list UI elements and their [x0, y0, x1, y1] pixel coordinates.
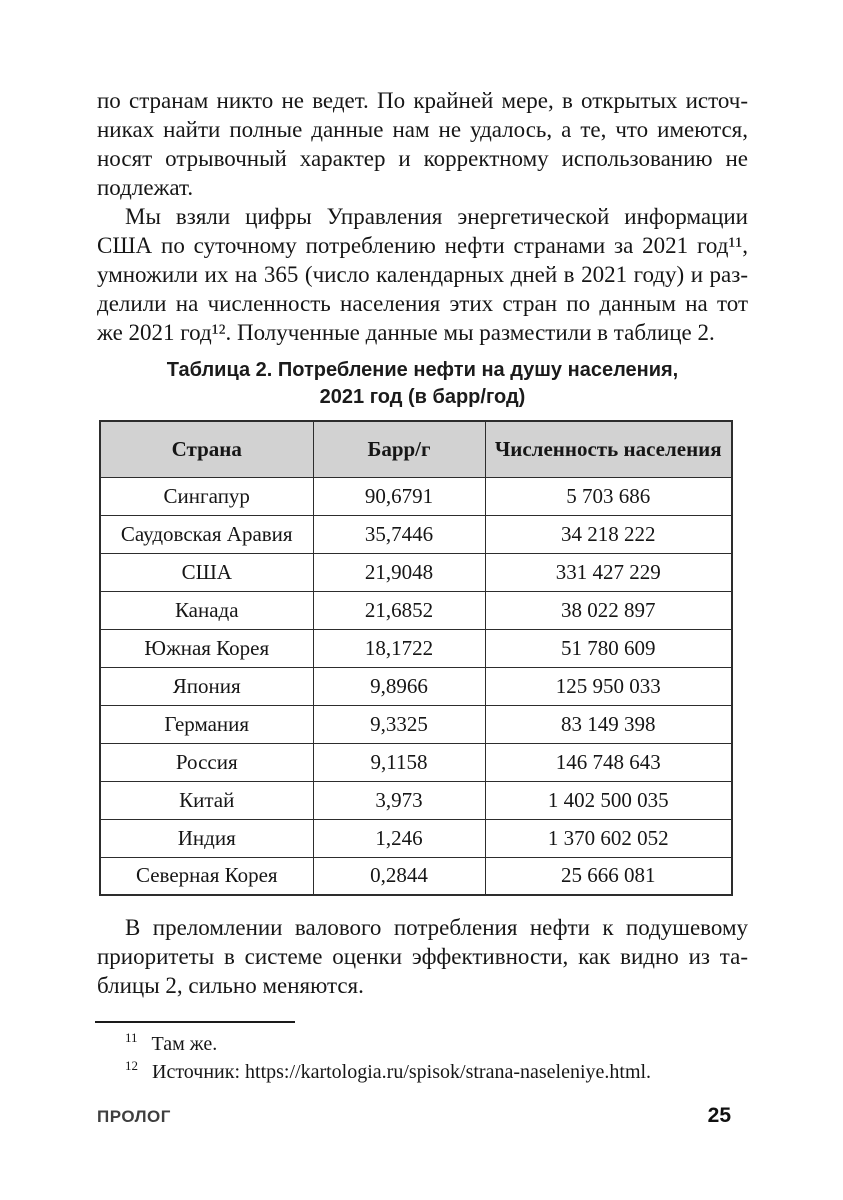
table-cell: Северная Корея — [100, 857, 313, 895]
page-content — [97, 86, 748, 1086]
table-row — [100, 819, 732, 857]
column-header-barrels: Барр/г — [313, 421, 485, 477]
footnote-marker: 12 — [125, 1058, 138, 1074]
table-title-line: 2021 год (в барр/год) — [319, 386, 526, 408]
table-cell: 38 022 897 — [485, 591, 732, 629]
footnote-11 — [97, 1030, 748, 1058]
table-cell: 9,1158 — [313, 743, 485, 781]
table-row — [100, 629, 732, 667]
table-cell: 83 149 398 — [485, 705, 732, 743]
table-row — [100, 477, 732, 515]
table-cell: Индия — [100, 819, 313, 857]
table-row — [100, 743, 732, 781]
table-cell: 51 780 609 — [485, 629, 732, 667]
table-cell: Германия — [100, 705, 313, 743]
table-cell: Канада — [100, 591, 313, 629]
table-row — [100, 781, 732, 819]
page-number: 25 — [707, 1104, 731, 1127]
oil-consumption-table — [99, 420, 733, 896]
table-body — [100, 477, 732, 895]
table-row — [100, 553, 732, 591]
text-line: умножили их на 365 (число календарных дней в 2021 году) и раз- — [97, 262, 748, 287]
footnote-text: Источник: https://kartologia.ru/spisok/strana-naseleniye.html. — [152, 1061, 652, 1083]
table-row — [100, 857, 732, 895]
table-row — [100, 705, 732, 743]
column-header-population: Численность населения — [485, 421, 732, 477]
table-cell: 9,8966 — [313, 667, 485, 705]
text-line: США по суточному потреблению нефти странами за 2021 год¹¹, — [97, 233, 748, 258]
footnote-12 — [97, 1058, 748, 1086]
table-row — [100, 591, 732, 629]
footnote-text: Там же. — [151, 1033, 218, 1055]
footnote-separator — [95, 1021, 295, 1023]
table-cell: 125 950 033 — [485, 667, 732, 705]
text-line: носят отрывочный характер и корректному использованию не — [97, 146, 748, 171]
text-line: же 2021 год¹². Полученные данные мы разместили в таблице 2. — [97, 320, 715, 345]
table-row — [100, 515, 732, 553]
column-header-country: Страна — [100, 421, 313, 477]
table-cell: 21,6852 — [313, 591, 485, 629]
table-cell: 3,973 — [313, 781, 485, 819]
footer-section-title: ПРОЛОГ — [97, 1107, 171, 1126]
table-cell: 1 402 500 035 — [485, 781, 732, 819]
table-cell: 34 218 222 — [485, 515, 732, 553]
table-cell: 9,3325 — [313, 705, 485, 743]
footnote-marker: 11 — [125, 1030, 138, 1046]
table-cell: США — [100, 553, 313, 591]
table-cell: 21,9048 — [313, 553, 485, 591]
footnotes — [97, 1030, 748, 1086]
table-cell: 1 370 602 052 — [485, 819, 732, 857]
table-cell: Саудовская Аравия — [100, 515, 313, 553]
table-header — [100, 421, 732, 477]
table-cell: 1,246 — [313, 819, 485, 857]
text-line: никах найти полные данные нам не удалось, а те, что имеются, — [97, 117, 748, 142]
table-cell: 5 703 686 — [485, 477, 732, 515]
table-cell: 146 748 643 — [485, 743, 732, 781]
table-cell: 35,7446 — [313, 515, 485, 553]
paragraph-1 — [97, 86, 748, 202]
text-line: Мы взяли цифры Управления энергетической информации — [125, 204, 748, 229]
table-cell: 25 666 081 — [485, 857, 732, 895]
table-title — [97, 357, 748, 411]
page-footer — [97, 1104, 731, 1128]
text-line: блицы 2, сильно меняются. — [97, 973, 364, 998]
table-cell: Сингапур — [100, 477, 313, 515]
table-title-line: Таблица 2. Потребление нефти на душу населения, — [166, 359, 679, 381]
text-line: приоритеты в системе оценки эффективности, как видно из та- — [97, 944, 748, 969]
paragraph-2 — [97, 202, 748, 347]
text-line: подлежат. — [97, 175, 194, 200]
table-cell: Китай — [100, 781, 313, 819]
table-cell: 90,6791 — [313, 477, 485, 515]
table-cell: Япония — [100, 667, 313, 705]
text-line: по странам никто не ведет. По крайней мере, в открытых источ- — [97, 88, 748, 113]
paragraph-3 — [97, 913, 748, 1000]
table-cell: 331 427 229 — [485, 553, 732, 591]
table-cell: 18,1722 — [313, 629, 485, 667]
text-line: делили на численность населения этих стран по данным на тот — [97, 291, 748, 316]
table-row — [100, 667, 732, 705]
table-cell: 0,2844 — [313, 857, 485, 895]
table-header-row — [100, 421, 732, 477]
table-cell: Южная Корея — [100, 629, 313, 667]
table-cell: Россия — [100, 743, 313, 781]
text-line: В преломлении валового потребления нефти к подушевому — [125, 915, 748, 940]
